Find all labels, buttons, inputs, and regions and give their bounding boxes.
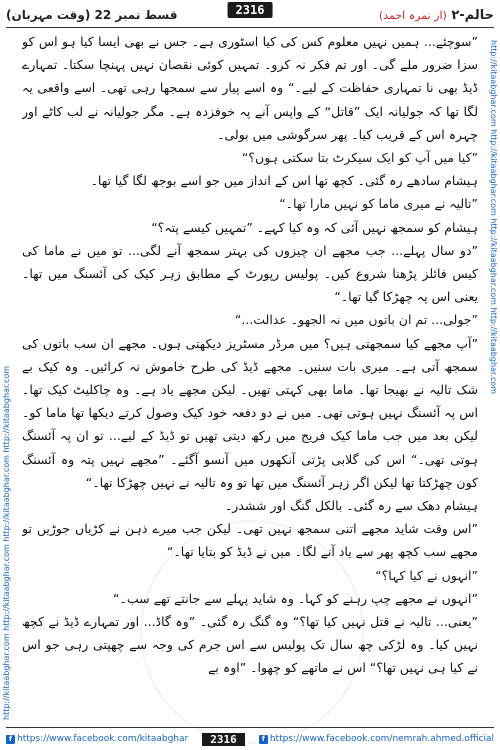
footer-divider xyxy=(6,727,494,728)
facebook-icon: f xyxy=(259,735,268,744)
page-number-bottom: 2316 xyxy=(202,733,245,746)
side-url-left: http://kitaabghar.com http://kitaabghar.com http://kitaabghar.com http://kitaabghar.com xyxy=(2,365,11,720)
episode-label: قسط نمبر 22 (وقت مہربان) xyxy=(6,8,178,22)
paragraph: ”اس وقت شاید مجھے اتنی سمجھ نہیں تھی۔ لیکن جب میرے ذہن نے کڑیاں جوڑیں تو مجھے سب کچھ پھر سے یاد آنے لگا۔ میں نے ڈیڈ کو بتایا تھا۔“ xyxy=(22,521,478,560)
facebook-icon: f xyxy=(6,735,15,744)
paragraph: ہیشام کو سمجھ نہیں آئی کہ وہ کیا کہے۔ ”تمہیں کیسے پتہ؟“ xyxy=(151,219,478,235)
paragraph: ہیشام سادھے رہ گئی۔ کچھ تھا اس کے انداز میں جو اسے بوجھ لگا گیا تھا۔ xyxy=(90,173,478,189)
page-number-top: 2316 xyxy=(228,2,273,18)
paragraph: ”انہوں نے مجھے چپ رہنے کو کہا۔ وہ شاید پہلے سے جانتے تھے سب۔“ xyxy=(113,590,478,606)
book-title: حالم-۲ xyxy=(451,7,494,23)
facebook-link-right[interactable] xyxy=(259,734,494,744)
paragraph: ”کیا میں آپ کو ایک سیکرٹ بتا سکتی ہوں؟“ xyxy=(241,150,478,166)
paragraph: ہیشام دھک سے رہ گئی۔ بالکل گنگ اور ششدر۔ xyxy=(224,498,478,514)
paragraph: ”انہوں نے کیا کہا؟“ xyxy=(375,567,478,583)
facebook-link-left[interactable] xyxy=(6,734,188,744)
author-name: (از نمرہ احمد) xyxy=(378,8,447,22)
paragraph: ”دو سال پہلے... جب مجھے ان چیزوں کی بہتر سمجھ آنے لگی... تو میں نے ماما کی کیس فائلز پڑھنا شروع کیں۔ پولیس رپورٹ کے مطابق زہر کیک کی آئسنگ میں تھا۔ یعنی اس پہ چھڑکا گیا تھا۔“ xyxy=(22,242,478,305)
page-footer xyxy=(6,731,494,747)
facebook-url: https://www.facebook.com/kitaabghar xyxy=(17,734,189,744)
paragraph: ”سوچئے... ہمیں نہیں معلوم کس کی کیا اسٹوری ہے۔ جس نے بھی ایسا کیا ہو اس کو سزا ضرور ملے گی۔ اور تم فکر نہ کرو۔ تمہیں کوئی نقصان نہیں پہنچا سکتا۔ تمہارے ڈیڈ بھی نا تمہاری حفاظت کے لیے۔“ وہ اسے پیار سے سمجھا رہی تھی۔ اسے واقعی یہ لگا تھا کہ جولیانہ ایک ”قاتل“ کے واپس آنے پہ خوفزدہ ہے۔ مگر جولیانہ نے لب کاٹے اور چہرہ اس کے قریب کیا۔ پھر سرگوشی میں بولی۔ xyxy=(22,34,478,142)
facebook-url: https://www.facebook.com/nemrah.ahmed.official xyxy=(269,734,494,744)
paragraph: ”جولی... تم ان باتوں میں نہ الجھو۔ عدالت...“ xyxy=(234,312,478,328)
side-url-right: http://kitaabghar.com http://kitaabghar.com http://kitaabghar.com http://kitaabghar.com xyxy=(489,40,498,395)
paragraph: ”یعنی... تالیہ نے قتل نہیں کیا تھا؟“ وہ گنگ رہ گئی۔ ”وہ گاڈ... اور تمہارے ڈیڈ نے کچھ نہیں کیا۔ وہ لڑکی چھ سال تک پولیس سے اس جرم کی وجہ سے چھپتی رہی جو اس نے کیا ہی نہیں تھا؟“ اس نے ماتھے کو چھوا۔ ”اوہ بے xyxy=(22,614,478,676)
paragraph: ”آپ مجھے کیا سمجھتی ہیں؟ میں مرڈر مسٹریز دیکھتی ہوں۔ مجھے ان سب باتوں کی سمجھ آتی ہے۔ میری بات سنیں۔ مجھے ڈیڈ کی طرح خاموش نہ کرائیں۔ وہ کیک بے شک تالیہ نے بھیجا تھا۔ ماما بھی کہتی تھیں۔ لیکن مجھے یاد ہے۔ وہ چاکلیٹ کیک تھا۔ اس پہ آئسنگ نہیں ہوتی تھی۔ میں نے دو دفعہ خود کیک وصول کرتے دیکھا تھا ماما کو۔ لیکن بعد میں جب ماما کیک فریج میں رکھ دیتی تھیں تو ڈیڈ کے لیے... تو ان پہ آئسنگ ہوتی تھی۔“ اس کی گلابی پڑتی آنکھوں میں آنسو آگئے۔ ”مجھے نہیں پتہ وہ آئسنگ کون چھڑکتا تھا لیکن اگر زہر آئسنگ میں تھا تو وہ تالیہ نے نہیں چھڑکا تھا۔“ xyxy=(22,335,478,490)
story-text xyxy=(22,30,478,724)
paragraph: ”تالیہ نے میری ماما کو نہیں مارا تھا۔“ xyxy=(279,196,478,212)
book-title-block xyxy=(379,8,494,23)
header-divider xyxy=(6,27,494,28)
